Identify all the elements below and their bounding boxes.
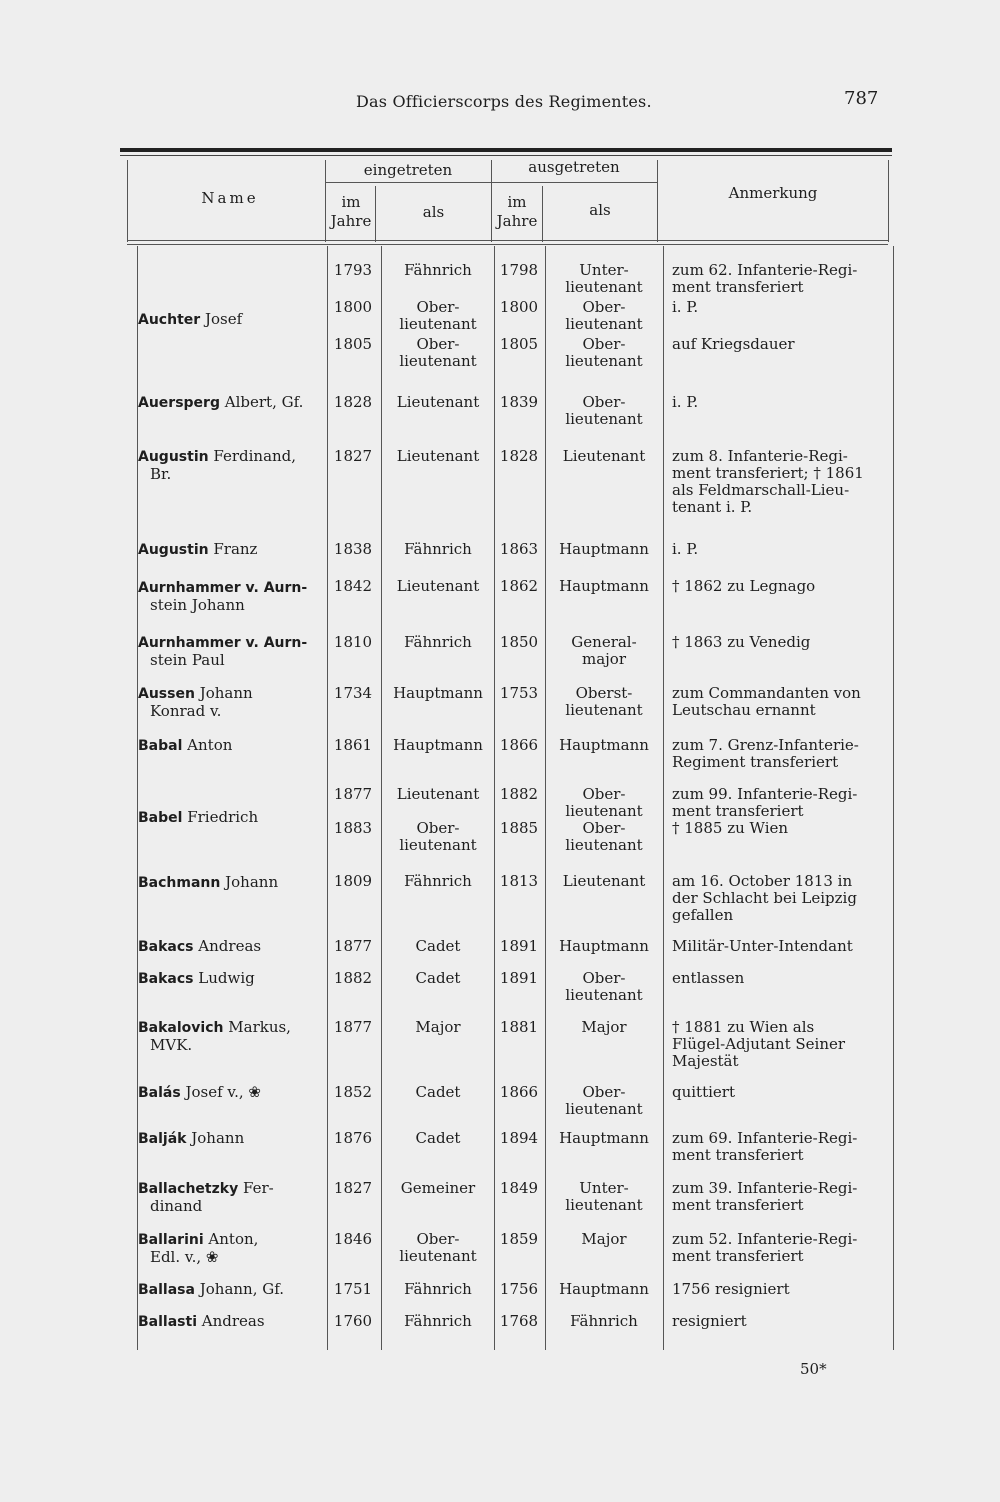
entered-rank: Major (415, 1018, 461, 1036)
officer-name (138, 737, 328, 755)
left-year: 1866 (499, 1083, 539, 1101)
left-year: 1849 (499, 1179, 539, 1197)
officer-name (138, 1084, 328, 1102)
officer-name-continuation: Konrad v. (150, 702, 222, 720)
entered-rank: Cadet (415, 969, 461, 987)
officer-name (138, 1231, 328, 1266)
officer-name-continuation: MVK. (150, 1036, 193, 1054)
left-year: 1800 (499, 298, 539, 316)
header-entered-year: im Jahre (330, 193, 372, 230)
officer-given-name: Markus, (228, 1018, 291, 1036)
remark: auf Kriegsdauer (672, 335, 795, 353)
page-number: 787 (844, 88, 879, 109)
officer-name (138, 938, 328, 956)
officer-given-name: Johann (225, 873, 279, 891)
officer-name (138, 634, 328, 669)
entered-year: 1800 (333, 298, 373, 316)
left-year: 1828 (499, 447, 539, 465)
left-year: 1839 (499, 393, 539, 411)
entered-rank: Ober- lieutenant (399, 819, 477, 854)
remark: zum 99. Infanterie-Regi- ment transferiert (672, 785, 858, 820)
top-rule (120, 148, 892, 152)
officer-name (138, 311, 328, 329)
left-year: 1813 (499, 872, 539, 890)
officer-surname: Augustin (138, 449, 209, 465)
left-rank: Major (581, 1230, 627, 1248)
header-subrule (325, 182, 657, 183)
left-year: 1798 (499, 261, 539, 279)
left-year: 1768 (499, 1312, 539, 1330)
left-rank: Hauptmann (559, 1280, 649, 1298)
entered-rank: Ober- lieutenant (399, 1230, 477, 1265)
left-rank: Oberst- lieutenant (565, 684, 643, 719)
entered-rank: Lieutenant (396, 393, 480, 411)
officer-surname: Aurnhammer v. Aurn- (138, 635, 308, 651)
remark: zum 39. Infanterie-Regi- ment transferiert (672, 1179, 858, 1214)
remark: 1756 resigniert (672, 1280, 790, 1298)
officer-name (138, 970, 328, 988)
entered-year: 1838 (333, 540, 373, 558)
entered-year: 1827 (333, 1179, 373, 1197)
officer-name (138, 579, 328, 614)
officer-surname: Aussen (138, 686, 195, 702)
table-border-right (893, 246, 894, 1350)
remark: † 1885 zu Wien (672, 819, 789, 837)
left-rank: Ober- lieutenant (565, 335, 643, 370)
officer-name-continuation: dinand (150, 1197, 203, 1215)
entered-rank: Lieutenant (396, 577, 480, 595)
officer-name (138, 685, 328, 720)
entered-year: 1876 (333, 1129, 373, 1147)
officer-given-name: Albert, Gf. (224, 393, 304, 411)
table-border-left (127, 160, 128, 242)
left-rank: Hauptmann (559, 1129, 649, 1147)
left-rank: Ober- lieutenant (565, 819, 643, 854)
left-rank: Major (581, 1018, 627, 1036)
left-year: 1850 (499, 633, 539, 651)
remark: i. P. (672, 393, 699, 411)
officer-name (138, 541, 328, 559)
entered-rank: Hauptmann (393, 736, 483, 754)
left-year: 1859 (499, 1230, 539, 1248)
entered-rank: Ober- lieutenant (399, 335, 477, 370)
entered-rank: Fähnrich (404, 261, 472, 279)
entered-rank: Lieutenant (396, 447, 480, 465)
remark: i. P. (672, 540, 699, 558)
officer-name-continuation: stein Paul (150, 651, 225, 669)
officer-surname: Ballasa (138, 1282, 195, 1298)
entered-rank: Fähnrich (404, 1280, 472, 1298)
left-year: 1756 (499, 1280, 539, 1298)
left-rank: Lieutenant (562, 447, 646, 465)
column-divider (663, 246, 664, 1350)
left-rank: Ober- lieutenant (565, 969, 643, 1004)
left-year: 1882 (499, 785, 539, 803)
entered-rank: Cadet (415, 1083, 461, 1101)
officer-surname: Babal (138, 738, 183, 754)
entered-year: 1793 (333, 261, 373, 279)
entered-year: 1877 (333, 1018, 373, 1036)
left-year: 1891 (499, 937, 539, 955)
officer-surname: Ballachetzky (138, 1181, 239, 1197)
left-year: 1866 (499, 736, 539, 754)
remark: entlassen (672, 969, 745, 987)
entered-year: 1861 (333, 736, 373, 754)
remark: am 16. October 1813 in der Schlacht bei Leipzig gefallen (672, 872, 857, 924)
officer-name (138, 874, 328, 892)
signature-mark: 50* (800, 1360, 827, 1378)
table-border-right (888, 160, 889, 242)
entered-year: 1827 (333, 447, 373, 465)
header-remark: Anmerkung (728, 184, 818, 202)
entered-year: 1877 (333, 937, 373, 955)
officer-surname: Balás (138, 1085, 181, 1101)
entered-rank: Fähnrich (404, 540, 472, 558)
remark: zum 52. Infanterie-Regi- ment transferiert (672, 1230, 858, 1265)
top-rule-thin (120, 155, 892, 156)
entered-rank: Gemeiner (400, 1179, 476, 1197)
remark: zum 69. Infanterie-Regi- ment transferiert (672, 1129, 858, 1164)
officer-given-name: Andreas (198, 937, 262, 955)
left-rank: Ober- lieutenant (565, 393, 643, 428)
running-title: Das Officierscorps des Regimentes. (356, 92, 652, 111)
officer-given-name: Anton, (208, 1230, 259, 1248)
entered-year: 1842 (333, 577, 373, 595)
entered-year: 1846 (333, 1230, 373, 1248)
officer-given-name: Johann (191, 1129, 245, 1147)
entered-rank: Fähnrich (404, 872, 472, 890)
header-left-as: als (589, 201, 611, 219)
left-rank: Hauptmann (559, 577, 649, 595)
remark: † 1862 zu Legnago (672, 577, 816, 595)
officer-name (138, 448, 328, 483)
remark: zum 7. Grenz-Infanterie- Regiment transferiert (672, 736, 859, 771)
officer-surname: Auersperg (138, 395, 220, 411)
remark: zum 62. Infanterie-Regi- ment transferiert (672, 261, 858, 296)
left-year: 1805 (499, 335, 539, 353)
remark: zum Commandanten von Leutschau ernannt (672, 684, 861, 719)
remark: quittiert (672, 1083, 735, 1101)
entered-year: 1760 (333, 1312, 373, 1330)
left-year: 1894 (499, 1129, 539, 1147)
remark: Militär-Unter-Intendant (672, 937, 853, 955)
officer-name-continuation: stein Johann (150, 596, 245, 614)
officer-name (138, 1281, 328, 1299)
officer-given-name: Josef (204, 310, 243, 328)
officer-surname: Bachmann (138, 875, 221, 891)
entered-year: 1751 (333, 1280, 373, 1298)
left-rank: Ober- lieutenant (565, 1083, 643, 1118)
header-left-year: im Jahre (496, 193, 538, 230)
header-bottom-rule-2 (127, 244, 888, 245)
entered-rank: Fähnrich (404, 633, 472, 651)
remark: resigniert (672, 1312, 747, 1330)
officer-surname: Auchter (138, 312, 201, 328)
header-name: Name (201, 189, 259, 207)
entered-rank: Cadet (415, 937, 461, 955)
remark: i. P. (672, 298, 699, 316)
left-year: 1891 (499, 969, 539, 987)
officer-name-continuation: Edl. v., ❀ (150, 1248, 219, 1266)
officer-given-name: Johann, Gf. (199, 1280, 285, 1298)
left-rank: Unter- lieutenant (565, 1179, 643, 1214)
officer-given-name: Josef v., ❀ (185, 1083, 261, 1101)
entered-rank: Lieutenant (396, 785, 480, 803)
officer-given-name: Anton (187, 736, 233, 754)
header-entered-as: als (422, 203, 445, 221)
left-rank: Hauptmann (559, 937, 649, 955)
officer-given-name: Ludwig (198, 969, 255, 987)
left-rank: General- major (571, 633, 637, 668)
left-year: 1885 (499, 819, 539, 837)
left-rank: Hauptmann (559, 736, 649, 754)
remark: † 1863 zu Venedig (672, 633, 811, 651)
entered-year: 1828 (333, 393, 373, 411)
officer-surname: Ballarini (138, 1232, 204, 1248)
entered-year: 1882 (333, 969, 373, 987)
officer-surname: Bakacs (138, 939, 194, 955)
officer-name (138, 1180, 328, 1215)
officer-name (138, 1130, 328, 1148)
entered-rank: Fähnrich (404, 1312, 472, 1330)
officer-surname: Balják (138, 1131, 187, 1147)
officer-given-name: Ferdinand, (213, 447, 297, 465)
entered-year: 1877 (333, 785, 373, 803)
entered-year: 1883 (333, 819, 373, 837)
entered-rank: Ober- lieutenant (399, 298, 477, 333)
left-year: 1862 (499, 577, 539, 595)
entered-rank: Hauptmann (393, 684, 483, 702)
officer-name (138, 1019, 328, 1054)
entered-year: 1734 (333, 684, 373, 702)
left-rank: Unter- lieutenant (565, 261, 643, 296)
remark: zum 8. Infanterie-Regi- ment transferiert; † 1861 als Feldmarschall-Lieu- tenant i. P. (672, 447, 864, 516)
officer-given-name: Andreas (201, 1312, 265, 1330)
left-rank: Ober- lieutenant (565, 298, 643, 333)
officer-given-name: Friedrich (187, 808, 259, 826)
officer-surname: Ballasti (138, 1314, 197, 1330)
entered-year: 1809 (333, 872, 373, 890)
left-rank: Lieutenant (562, 872, 646, 890)
officer-surname: Augustin (138, 542, 209, 558)
left-year: 1753 (499, 684, 539, 702)
entered-year: 1805 (333, 335, 373, 353)
officer-surname: Aurnhammer v. Aurn- (138, 580, 308, 596)
entered-year: 1810 (333, 633, 373, 651)
left-rank: Ober- lieutenant (565, 785, 643, 820)
officer-surname: Babel (138, 810, 183, 826)
left-year: 1881 (499, 1018, 539, 1036)
header-bottom-rule (127, 240, 888, 241)
left-year: 1863 (499, 540, 539, 558)
left-rank: Fähnrich (570, 1312, 638, 1330)
officer-name (138, 394, 328, 412)
remark: † 1881 zu Wien als Flügel-Adjutant Seiner Majestät (672, 1018, 846, 1070)
officer-given-name: Franz (213, 540, 258, 558)
officer-surname: Bakacs (138, 971, 194, 987)
left-rank: Hauptmann (559, 540, 649, 558)
officer-name (138, 809, 328, 827)
officer-name-continuation: Br. (150, 465, 172, 483)
entered-year: 1852 (333, 1083, 373, 1101)
header-left: ausgetreten (528, 158, 620, 176)
officer-surname: Bakalovich (138, 1020, 224, 1036)
officer-given-name: Johann (199, 684, 253, 702)
officer-given-name: Fer- (242, 1179, 274, 1197)
header-entered: eingetreten (363, 161, 453, 179)
officer-name (138, 1313, 328, 1331)
entered-rank: Cadet (415, 1129, 461, 1147)
